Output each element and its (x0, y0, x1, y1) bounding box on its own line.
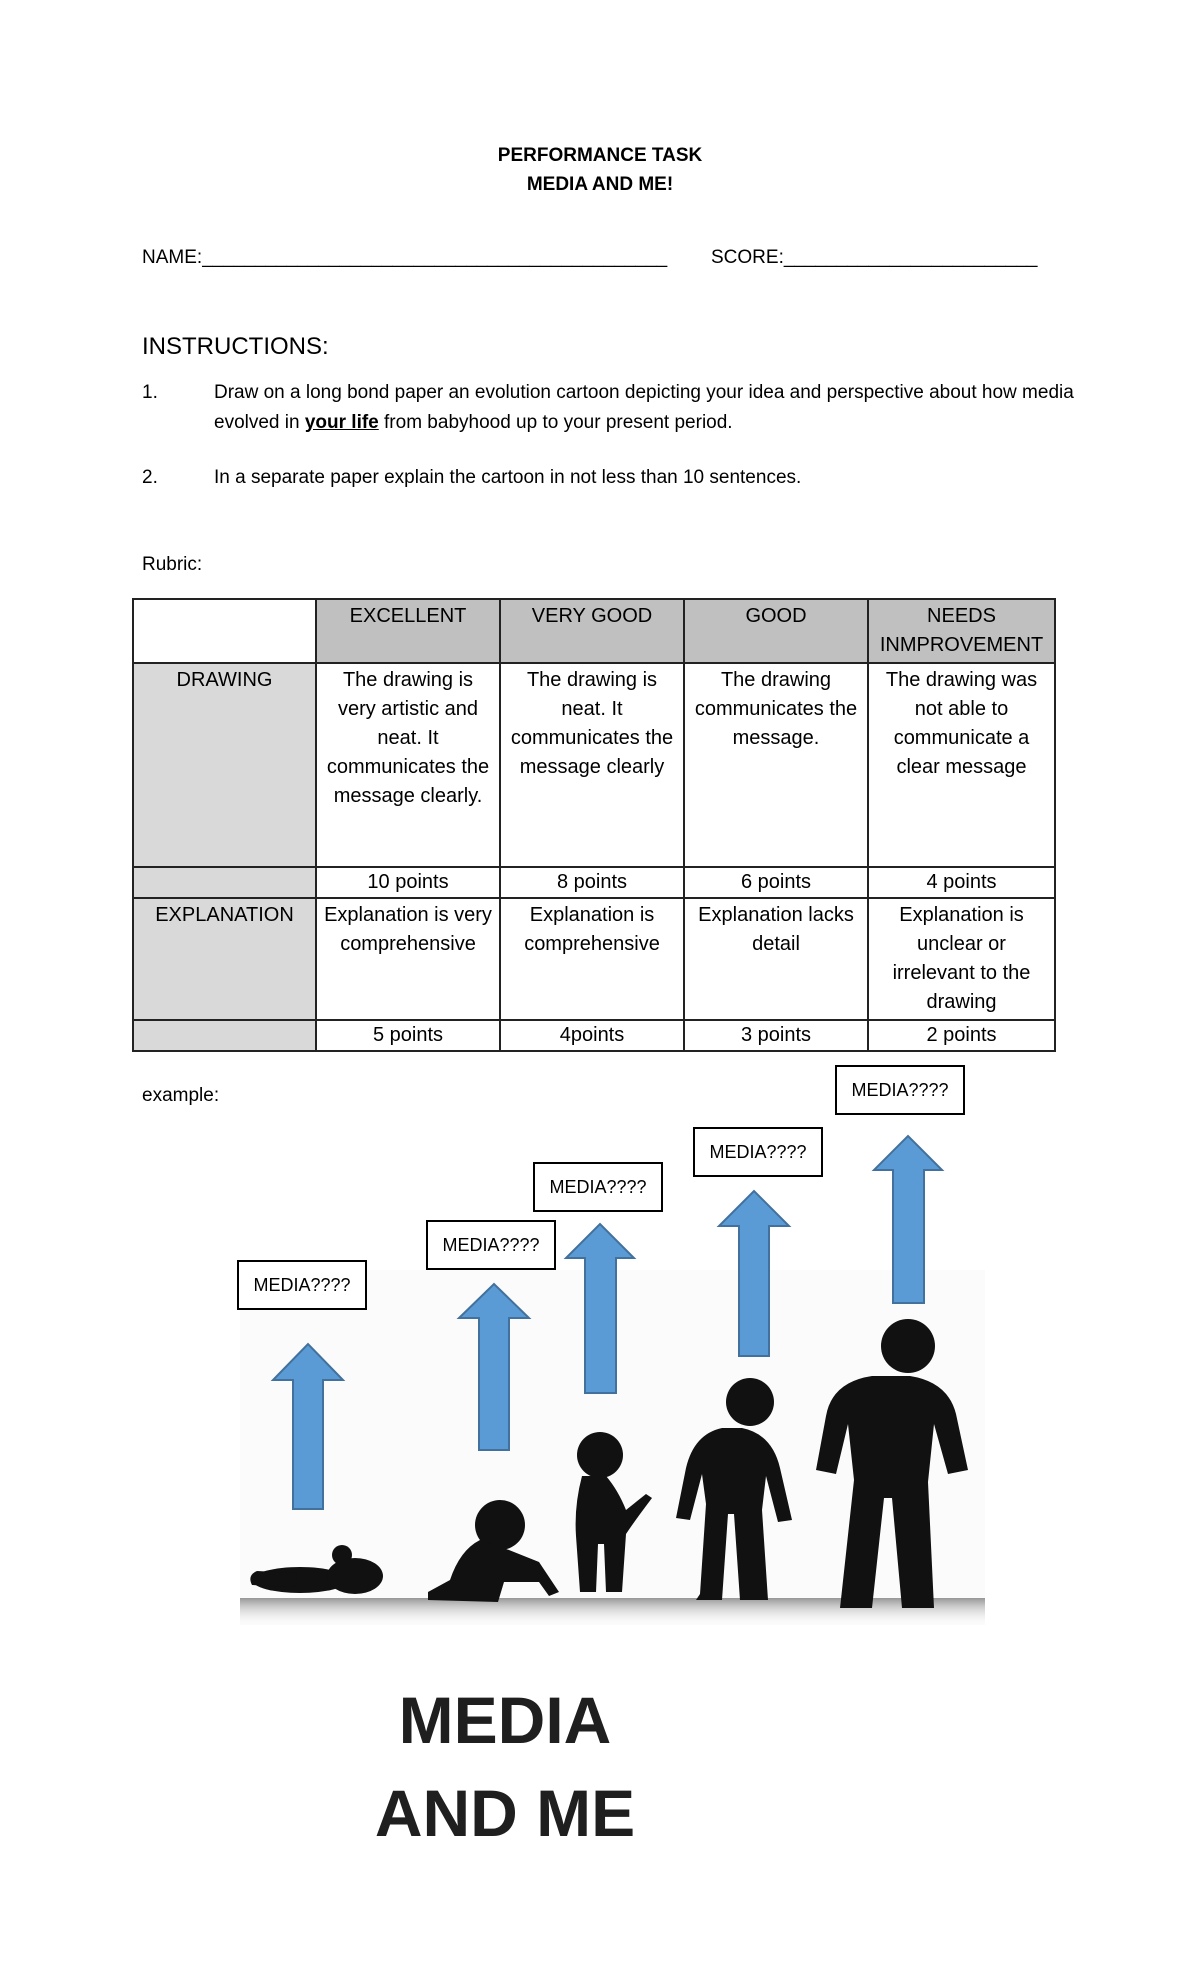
rubric-cell: The drawing is neat. It communicates the message clearly (500, 663, 684, 867)
footer-title-line-1: MEDIA (398, 1683, 612, 1757)
media-question-box: MEDIA???? (237, 1260, 367, 1310)
media-question-box: MEDIA???? (426, 1220, 556, 1270)
rubric-points: 3 points (684, 1020, 868, 1051)
rubric-cell: Explanation lacks detail (684, 898, 868, 1020)
rubric-points: 6 points (684, 867, 868, 898)
rubric-cell: Explanation is very comprehensive (316, 898, 500, 1020)
name-label: NAME: (142, 247, 203, 268)
instruction-text: In a separate paper explain the cartoon in not less than 10 sentences. (214, 467, 802, 488)
title-line-2: MEDIA AND ME! (526, 174, 674, 195)
rubric-points: 8 points (500, 867, 684, 898)
rubric-points: 10 points (316, 867, 500, 898)
rubric-cell: The drawing is very artistic and neat. It communicates the message clearly. (316, 663, 500, 867)
rubric-cell: Explanation is comprehensive (500, 898, 684, 1020)
rubric-column-header: GOOD (684, 599, 868, 663)
score-label: SCORE: (711, 247, 784, 268)
rubric-cell: The drawing communicates the message. (684, 663, 868, 867)
rubric-cell: The drawing was not able to communicate a clear message (868, 663, 1055, 867)
rubric-criterion: EXPLANATION (133, 898, 316, 1020)
instructions-heading: INSTRUCTIONS: (142, 333, 329, 360)
rubric-column-header: VERY GOOD (500, 599, 684, 663)
rubric-column-header: EXCELLENT (316, 599, 500, 663)
example-label: example: (142, 1085, 220, 1106)
media-question-box: MEDIA???? (533, 1162, 663, 1212)
rubric-label: Rubric: (142, 554, 203, 575)
media-question-box: MEDIA???? (693, 1127, 823, 1177)
rubric-column-header: NEEDS INMPROVEMENT (868, 599, 1055, 663)
rubric-cell: Explanation is unclear or irrelevant to the drawing (868, 898, 1055, 1020)
instruction-number: 1. (142, 382, 158, 403)
rubric-criterion: DRAWING (133, 663, 316, 867)
ground-reflection (240, 1598, 985, 1626)
rubric-points: 4 points (868, 867, 1055, 898)
instruction-emphasis: your life (304, 412, 379, 433)
footer-title-line-2: AND ME (374, 1776, 636, 1850)
rubric-points: 5 points (316, 1020, 500, 1051)
name-blank: ____________________________________________ (202, 247, 668, 268)
instruction-text-part: from babyhood up to your present period. (378, 412, 733, 433)
instruction-number: 2. (142, 467, 158, 488)
media-question-box: MEDIA???? (835, 1065, 965, 1115)
score-blank: ________________________ (783, 247, 1038, 268)
title-line-1: PERFORMANCE TASK (497, 145, 703, 166)
rubric-points: 4points (500, 1020, 684, 1051)
instruction-text-part: Draw on a long bond paper an evolution cartoon depicting your idea and perspective about how media evolved in (214, 382, 1074, 433)
rubric-points: 2 points (868, 1020, 1055, 1051)
